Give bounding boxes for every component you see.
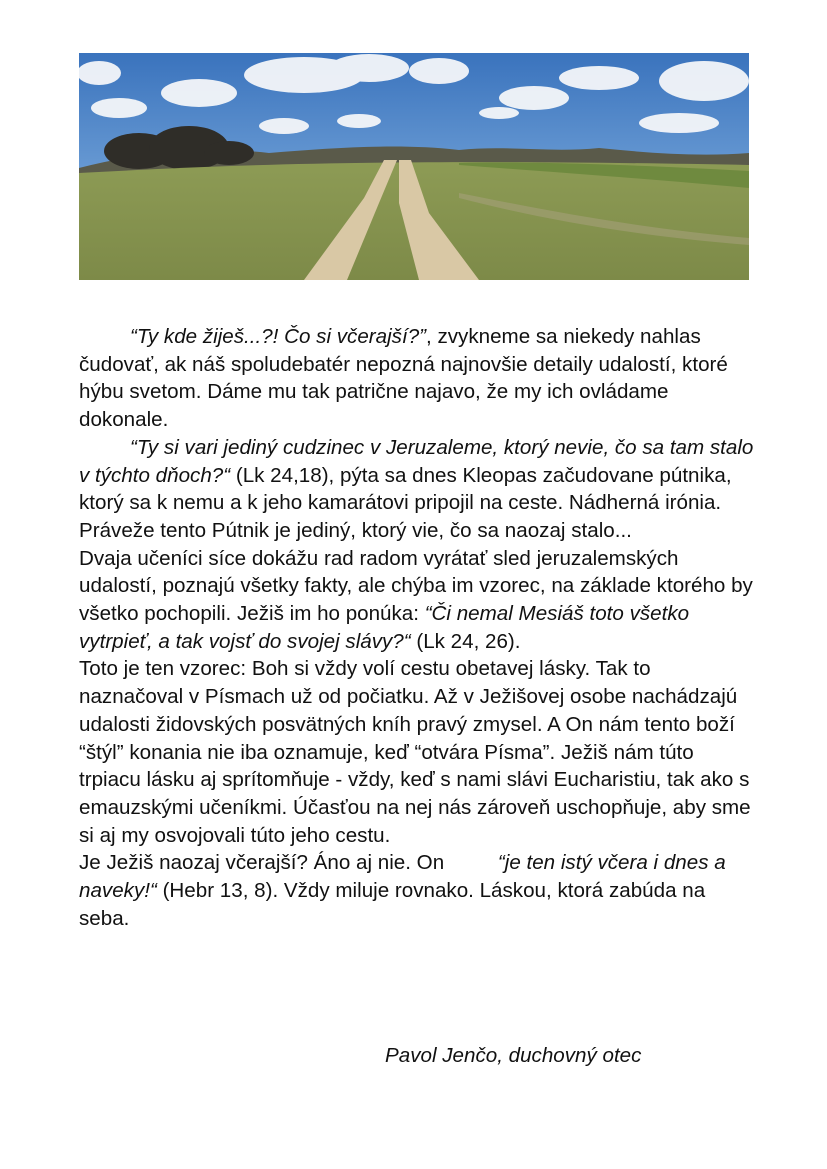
- quote: “Ty kde žiješ...?! Čo si včerajší?”: [130, 325, 427, 348]
- paragraph-3: [79, 545, 759, 656]
- paragraph-4: Toto je ten vzorec: Boh si vždy volí cestu obetavej lásky. Tak to naznačoval v Písmach už od počiatku. Až v Ježišovej osobe nachádzajú udalosti židovských posvätných kníh pravý zmysel. A On nám tento boží “štýl” konania nie iba oznamuje, keď “otvára Písma”. Ježiš nám túto trpiacu lásku aj sprítomňuje - vždy, keď s nami slávi Eucharistiu, tak ako s emauzskými učeníkmi. Účasťou na nej nás zároveň uschopňuje, aby sme si aj my osvojovali túto jeho cestu.: [79, 657, 751, 847]
- paragraph-text: (Lk 24,18), pýta sa dnes Kleopas začudovane pútnika, ktorý sa k nemu a k jeho kamarátovi pripojil na ceste. Nádherná irónia. Práveže tento Pútnik je jediný, ktorý vie, čo sa naozaj stalo...: [79, 463, 732, 542]
- paragraph-5: [79, 849, 759, 932]
- signature: Pavol Jenčo, duchovný otec: [385, 1044, 642, 1067]
- paragraph-text: Je Ježiš naozaj včerajší? Áno aj nie. On: [79, 851, 450, 875]
- paragraph-text: (Hebr 13, 8). Vždy miluje rovnako. Láskou, ktorá zabúda na seba.: [79, 879, 706, 930]
- paragraph-1: [79, 323, 759, 434]
- paragraph-text: Dvaja učeníci síce dokážu rad radom vyrátať sled jeruzalemských udalostí, poznajú všetky fakty, ale chýba im vzorec, na základe ktorého by všetko pochopili. Ježiš im ho ponúka:: [79, 546, 753, 626]
- quote: “Ty si vari jediný cudzinec v Jeruzaleme, ktorý nevie, čo sa tam stalo v týchto dňoch?“: [79, 435, 754, 487]
- article-body: [79, 323, 759, 932]
- paragraph-text: , zvykneme sa niekedy nahlas čudovať, ak náš spoludebatér nepozná najnovšie detaily udalostí, ktoré hýbu svetom. Dáme mu tak patrične najavo, že my ich ovládame dokonale.: [79, 325, 728, 432]
- landscape-photo: [79, 53, 749, 280]
- citation: (Lk 24, 26).: [410, 629, 521, 653]
- paragraph-2: [79, 434, 759, 545]
- quote: “je ten istý včera i dnes a naveky!“: [79, 851, 726, 903]
- quote: “Či nemal Mesiáš toto všetko vytrpieť, a tak vojsť do svojej slávy?“: [79, 602, 690, 653]
